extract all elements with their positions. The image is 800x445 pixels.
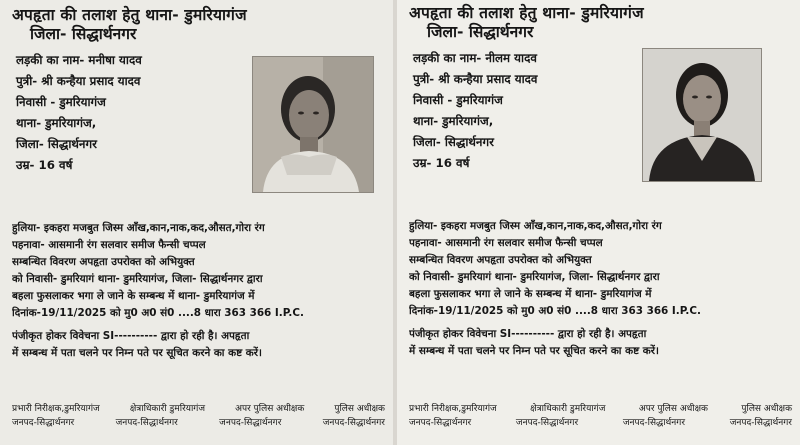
- details-line-3: बहला फुसलाकर भगा ले जाने के सम्बन्ध में थाना- डुमरियागंज में: [12, 290, 255, 302]
- hulia-line: हुलिया- इकहरा मजबुत जिस्म आँख,कान,नाक,कद,औसत,गोरा रंग: [12, 222, 265, 234]
- officer-title: अपर पुलिस अधीक्षक: [235, 404, 305, 414]
- district: जिला- सिद्धार्थनगर: [413, 135, 494, 149]
- person-info: [413, 48, 537, 174]
- dress-line: पहनावा- आसमानी रंग सलवार समीज फैन्सी चप्पल: [409, 237, 603, 249]
- person-info: [16, 50, 142, 176]
- officer-title: प्रभारी निरीक्षक,डुमरियागंज: [12, 404, 100, 414]
- missing-notice-right: [397, 0, 800, 445]
- case-line: दिनांक-19/11/2025 को मु0 अ0 सं0 ....8 धारा 363 366 I.P.C.: [409, 305, 701, 317]
- police-station: थाना- डुमरियागंज,: [16, 116, 97, 130]
- missing-notice-left: [0, 0, 393, 445]
- details-line-2: को निवासी- डुमरियागं थाना- डुमरियागंज, जिला- सिद्धार्थनगर द्वारा: [409, 271, 660, 283]
- father-name: पुत्री- श्री कन्हैया प्रसाद यादव: [16, 74, 141, 88]
- appeal-line: में सम्बन्ध में पता चलने पर निम्न पते पर सूचित करने का कष्ट करें।: [12, 347, 262, 359]
- officer-district: जनपद-सिद्धार्थनगर: [622, 418, 686, 428]
- age: उम्र- 16 वर्ष: [413, 156, 470, 170]
- registered-line: पंजीकृत होकर विवेचना SI---------- द्वारा हो रही है। अपहृता: [409, 328, 647, 340]
- father-name: पुत्री- श्री कन्हैया प्रसाद यादव: [413, 72, 538, 86]
- girl-name: लड़की का नाम- नीलम यादव: [413, 51, 537, 65]
- girl-name: लड़की का नाम- मनीषा यादव: [16, 53, 142, 67]
- missing-person-photo: [642, 48, 762, 182]
- case-line: दिनांक-19/11/2025 को मु0 अ0 सं0 ....8 धारा 363 366 I.P.C.: [12, 307, 304, 319]
- officer-district-row: [12, 416, 385, 430]
- officer-district: जनपद-सिद्धार्थनगर: [219, 418, 282, 428]
- hulia-line: हुलिया- इकहरा मजबुत जिस्म आँख,कान,नाक,कद,औसत,गोरा रंग: [409, 220, 662, 232]
- details-line-1: सम्बन्धित विवरण अपहृता उपरोक्त को अभियुक्त: [409, 254, 592, 266]
- officer-district: जनपद-सिद्धार्थनगर: [322, 418, 385, 428]
- officer-title: क्षेत्राधिकारी डुमरियागंज: [530, 404, 606, 414]
- residence: निवासी - डुमरियागंज: [16, 95, 106, 109]
- residence: निवासी - डुमरियागंज: [413, 93, 503, 107]
- officer-title: क्षेत्राधिकारी डुमरियागंज: [129, 404, 206, 414]
- officer-district: जनपद-सिद्धार्थनगर: [115, 418, 178, 428]
- age: उम्र- 16 वर्ष: [16, 158, 73, 172]
- notice-title: अपहृता की तलाश हेतु थाना- डुमरियागंज: [409, 4, 644, 22]
- officer-title: प्रभारी निरीक्षक,डुमरियागंज: [409, 404, 497, 414]
- details-line-2: को निवासी- डुमरियागं थाना- डुमरियागंज, जिला- सिद्धार्थनगर द्वारा: [12, 273, 263, 285]
- notice-body: [12, 220, 383, 362]
- district: जिला- सिद्धार्थनगर: [16, 137, 97, 151]
- notice-subtitle: जिला- सिद्धार्थनगर: [30, 25, 137, 43]
- notice-title: अपहृता की तलाश हेतु थाना- डुमरियागंज: [12, 6, 247, 24]
- notice-body: [409, 218, 790, 360]
- officer-contacts: [12, 402, 385, 430]
- officer-district-row: [409, 416, 792, 430]
- officer-titles-row: [12, 402, 385, 416]
- registered-line: पंजीकृत होकर विवेचना SI---------- द्वारा हो रही है। अपहृता: [12, 330, 250, 342]
- officer-district: जनपद-सिद्धार्थनगर: [729, 418, 792, 428]
- officer-titles-row: [409, 402, 792, 416]
- portrait-image: [643, 49, 761, 181]
- notice-subtitle: जिला- सिद्धार्थनगर: [427, 23, 534, 41]
- officer-district: जनपद-सिद्धार्थनगर: [515, 418, 579, 428]
- officer-district: जनपद-सिद्धार्थनगर: [12, 418, 75, 428]
- officer-district: जनपद-सिद्धार्थनगर: [409, 418, 472, 428]
- officer-title: पुलिस अधीक्षक: [741, 404, 792, 414]
- notice-upper-section: [409, 48, 790, 218]
- portrait-image: [253, 57, 373, 192]
- appeal-line: में सम्बन्ध में पता चलने पर निम्न पते पर सूचित करने का कष्ट करें।: [409, 345, 659, 357]
- notice-upper-section: [12, 50, 383, 220]
- officer-title: अपर पुलिस अधीक्षक: [638, 404, 708, 414]
- dress-line: पहनावा- आसमानी रंग सलवार समीज फैन्सी चप्पल: [12, 239, 206, 251]
- police-station: थाना- डुमरियागंज,: [413, 114, 494, 128]
- details-line-3: बहला फुसलाकर भगा ले जाने के सम्बन्ध में थाना- डुमरियागंज में: [409, 288, 652, 300]
- officer-title: पुलिस अधीक्षक: [334, 404, 385, 414]
- details-line-1: सम्बन्धित विवरण अपहृता उपरोक्त को अभियुक्त: [12, 256, 195, 268]
- missing-person-photo: [252, 56, 374, 193]
- officer-contacts: [409, 402, 792, 430]
